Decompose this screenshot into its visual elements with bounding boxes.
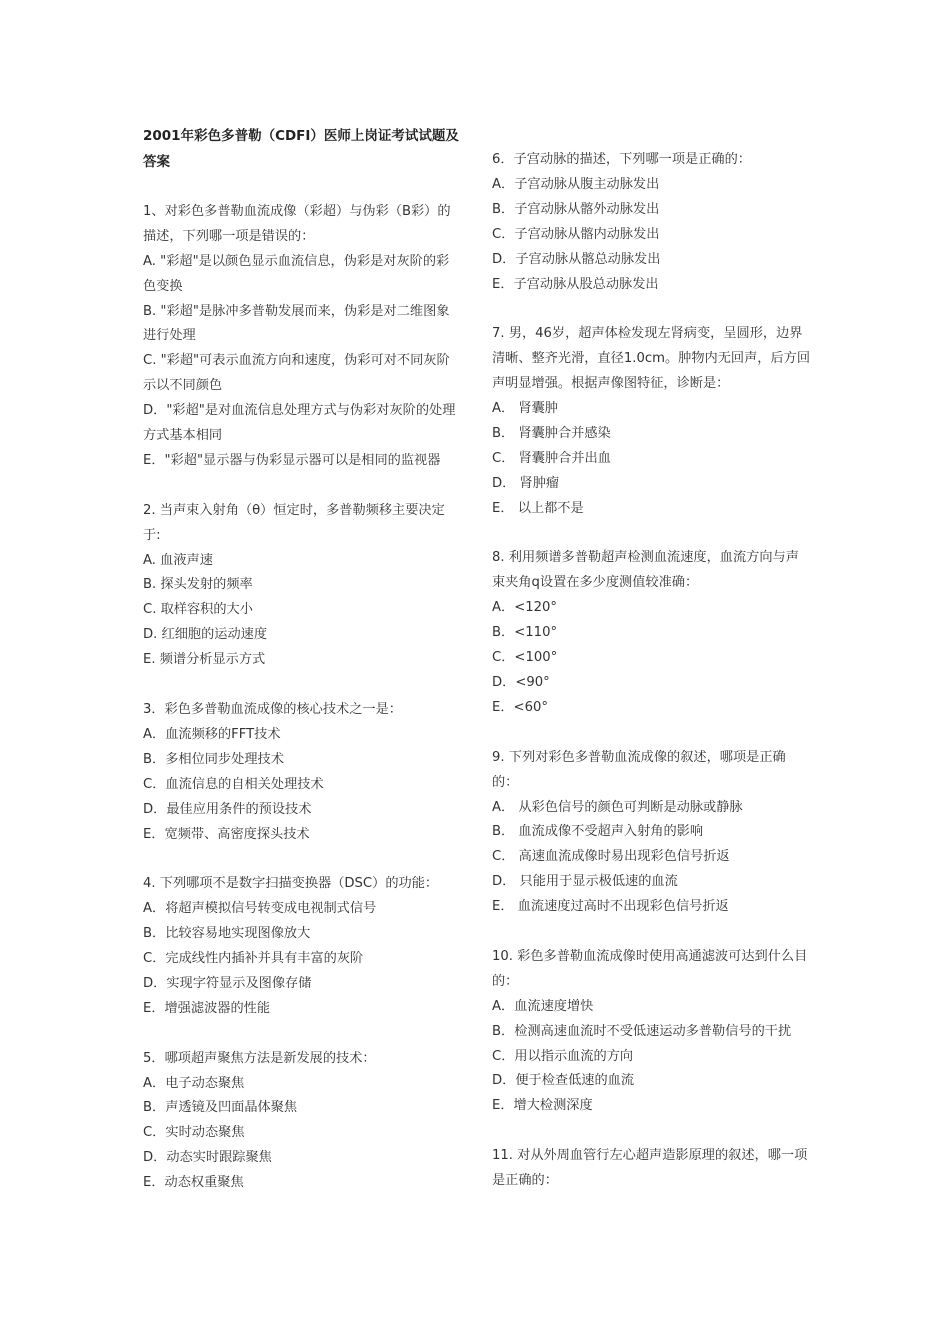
- answer-option: A. 血液声速: [143, 552, 213, 568]
- answer-option: D．便于检查低速的血流: [492, 1073, 635, 1089]
- answer-option: B． 血流成像不受超声入射角的影响: [492, 824, 704, 840]
- answer-option: A. "彩超"是以颜色显示血流信息，伪彩是对灰阶的彩色变换: [143, 253, 450, 294]
- question-stem: 2. 当声束入射角（θ）恒定时，多普勒频移主要决定于:: [143, 502, 445, 543]
- answer-option: E．动态权重聚焦: [143, 1175, 244, 1191]
- answer-option: E． 血流速度过高时不出现彩色信号折返: [492, 899, 729, 915]
- answer-option: E．子宫动脉从股总动脉发出: [492, 276, 659, 292]
- answer-option: D．动态实时跟踪聚焦: [143, 1150, 272, 1166]
- answer-option: B．多相位同步处理技术: [143, 751, 284, 767]
- answer-option: A．<120°: [492, 600, 558, 616]
- answer-option: A． 从彩色信号的颜色可判断是动脉或静脉: [492, 799, 743, 815]
- answer-option: B. "彩超"是脉冲多普勒发展而来，伪彩是对二维图象进行处理: [143, 303, 450, 344]
- answer-option: C．用以指示血流的方向: [492, 1048, 634, 1064]
- answer-option: A．血流速度增快: [492, 998, 594, 1014]
- answer-option: C．<100°: [492, 650, 558, 666]
- left-column: [143, 123, 461, 1196]
- answer-option: D．子宫动脉从髂总动脉发出: [492, 251, 661, 267]
- right-column: [492, 148, 810, 1194]
- question-block: [492, 746, 810, 920]
- question-stem: 6．子宫动脉的描述，下列哪一项是正确的：: [492, 152, 751, 167]
- answer-option: B．检测高速血流时不受低速运动多普勒信号的干扰: [492, 1023, 792, 1039]
- answer-option: B．声透镜及凹面晶体聚焦: [143, 1100, 298, 1116]
- question-block: [492, 1144, 810, 1194]
- answer-option: E．<60°: [492, 699, 548, 715]
- right-question-list: [492, 148, 810, 1194]
- answer-option: D．<90°: [492, 675, 550, 690]
- page-title: 2001年彩色多普勒（CDFI）医师上岗证考试试题及答案: [143, 128, 459, 170]
- answer-option: C．血流信息的自相关处理技术: [143, 776, 324, 792]
- answer-option: A．将超声模拟信号转变成电视制式信号: [143, 901, 377, 917]
- answer-option: C．完成线性内插补并具有丰富的灰阶: [143, 951, 364, 967]
- answer-option: D． 肾肿瘤: [492, 475, 560, 491]
- question-stem: 9. 下列对彩色多普勒血流成像的叙述，哪项是正确的：: [492, 749, 786, 790]
- answer-option: C．子宫动脉从髂内动脉发出: [492, 226, 660, 242]
- answer-option: B. 探头发射的频率: [143, 577, 253, 593]
- answer-option: E．"彩超"显示器与伪彩显示器可以是相同的监视器: [143, 452, 441, 468]
- question-block: [143, 499, 461, 673]
- answer-option: B．子宫动脉从髂外动脉发出: [492, 201, 660, 217]
- question-stem: 8. 利用频谱多普勒超声检测血流速度，血流方向与声束夹角q设置在多少度测值较准确：: [492, 550, 799, 591]
- question-block: [492, 546, 810, 720]
- answer-option: E．增大检测深度: [492, 1098, 593, 1114]
- answer-option: C. "彩超"可表示血流方向和速度，伪彩可对不同灰阶示以不同颜色: [143, 353, 450, 394]
- answer-option: A．子宫动脉从腹主动脉发出: [492, 176, 660, 192]
- question-stem: 7. 男，46岁，超声体检发现左肾病变，呈圆形，边界清晰、整齐光滑，直径1.0cm。肿物内无回声，后方回声明显增强。根据声像图特征，诊断是：: [492, 326, 811, 392]
- question-block: [492, 945, 810, 1119]
- question-block: [143, 200, 461, 474]
- answer-option: D． 只能用于显示极低速的血流: [492, 874, 678, 890]
- question-block: [492, 148, 810, 297]
- answer-option: E． 以上都不是: [492, 500, 584, 516]
- question-stem: 3．彩色多普勒血流成像的核心技术之一是：: [143, 701, 402, 717]
- answer-option: C．实时动态聚焦: [143, 1125, 245, 1141]
- answer-option: C． 高速血流成像时易出现彩色信号折返: [492, 849, 730, 865]
- question-stem: 10. 彩色多普勒血流成像时使用高通滤波可达到什么目的：: [492, 948, 808, 989]
- answer-option: A．血流频移的FFT技术: [143, 726, 281, 742]
- question-block: [492, 322, 810, 521]
- question-stem: 1、对彩色多普勒血流成像（彩超）与伪彩（B彩）的描述，下列哪一项是错误的：: [143, 203, 451, 244]
- answer-option: A．电子动态聚焦: [143, 1075, 245, 1091]
- answer-option: D．实现字符显示及图像存储: [143, 975, 312, 991]
- answer-option: D．最佳应用条件的预设技术: [143, 801, 312, 817]
- left-question-list: [143, 200, 461, 1196]
- question-stem: 4. 下列哪项不是数字扫描变换器（DSC）的功能：: [143, 876, 439, 892]
- question-block: [143, 1047, 461, 1196]
- answer-option: B． 肾囊肿合并感染: [492, 425, 611, 441]
- answer-option: C． 肾囊肿合并出血: [492, 450, 611, 466]
- question-stem: 5．哪项超声聚焦方法是新发展的技术：: [143, 1050, 376, 1066]
- question-stem: 11. 对从外周血管行左心超声造影原理的叙述，哪一项是正确的：: [492, 1148, 808, 1189]
- answer-option: D．"彩超"是对血流信息处理方式与伪彩对灰阶的处理方式基本相同: [143, 403, 456, 444]
- answer-option: D. 红细胞的运动速度: [143, 627, 268, 643]
- answer-option: B．<110°: [492, 625, 558, 641]
- answer-option: C. 取样容积的大小: [143, 602, 253, 618]
- question-block: [143, 698, 461, 847]
- answer-option: B．比较容易地实现图像放大: [143, 926, 311, 942]
- answer-option: A． 肾囊肿: [492, 401, 558, 417]
- answer-option: E．增强滤波器的性能: [143, 1000, 271, 1016]
- question-block: [143, 872, 461, 1021]
- answer-option: E．宽频带、高密度探头技术: [143, 826, 310, 842]
- answer-option: E. 频谱分析显示方式: [143, 652, 266, 668]
